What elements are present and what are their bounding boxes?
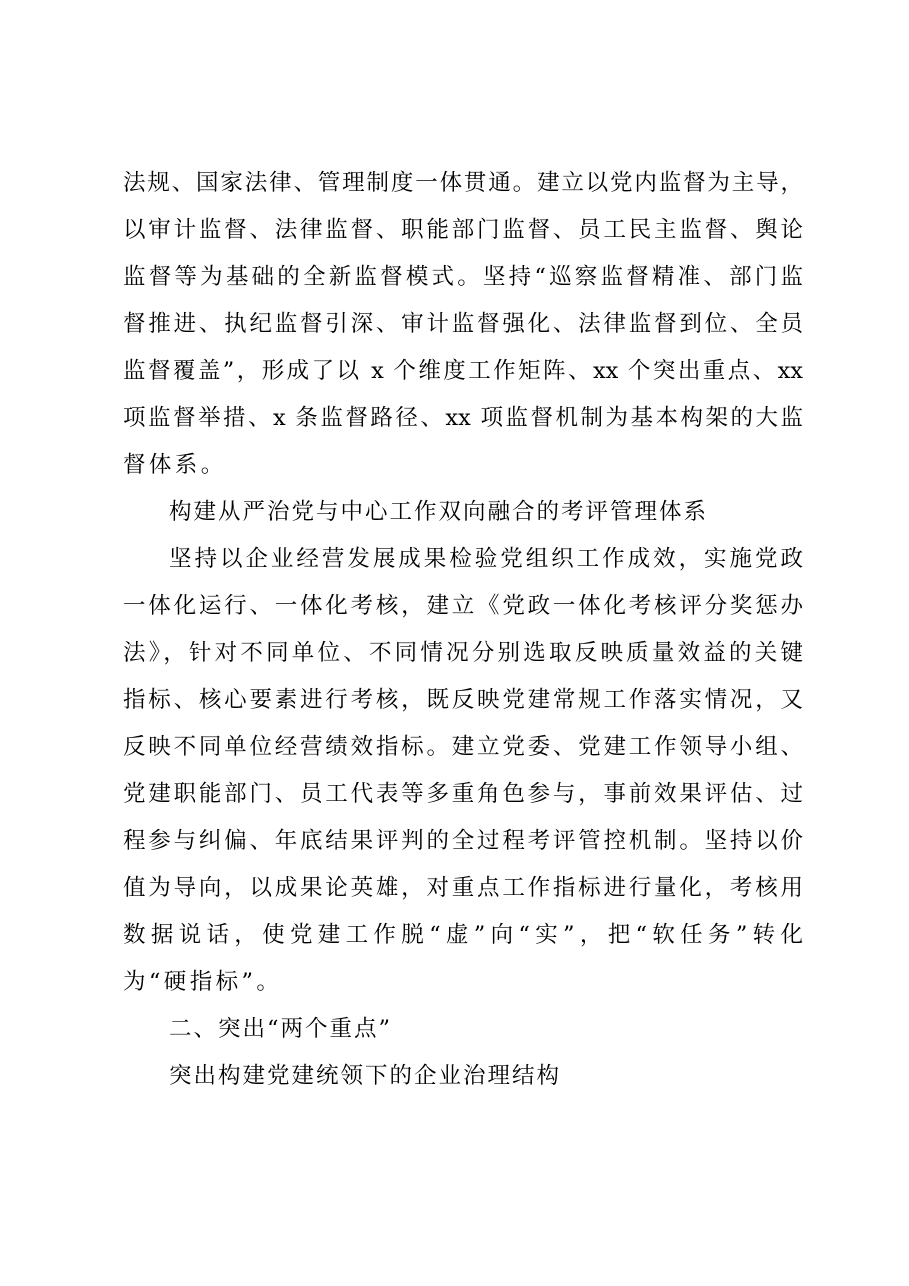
- paragraph-line: 一体化运行、一体化考核，建立《党政一体化考核评分奖惩办: [123, 593, 803, 619]
- document-body: [123, 160, 803, 1100]
- paragraph-line: 党建职能部门、员工代表等多重角色参与，事前效果评估、过: [123, 781, 803, 807]
- paragraph-line: 值为导向，以成果论英雄，对重点工作指标进行量化，考核用: [123, 875, 803, 901]
- subsection-heading: 突出构建党建统领下的企业治理结构: [169, 1063, 562, 1089]
- section-heading: 构建从严治党与中心工作双向融合的考评管理体系: [169, 499, 709, 525]
- paragraph-line: 法规、国家法律、管理制度一体贯通。建立以党内监督为主导，: [123, 170, 803, 196]
- paragraph-line: 法》，针对不同单位、不同情况分别选取反映质量效益的关键: [123, 640, 803, 666]
- paragraph-line: 以审计监督、法律监督、职能部门监督、员工民主监督、舆论: [123, 217, 803, 243]
- paragraph-line: 督体系。: [123, 452, 227, 478]
- section-heading: 二、突出“两个重点”: [169, 1016, 393, 1042]
- paragraph-line: 指标、核心要素进行考核，既反映党建常规工作落实情况，又: [123, 687, 803, 713]
- paragraph-line: 数据说话，使党建工作脱“虚”向“实”，把“软任务”转化: [123, 922, 803, 948]
- paragraph-line: 程参与纠偏、年底结果评判的全过程考评管控机制。坚持以价: [123, 828, 803, 854]
- paragraph-line: 监督等为基础的全新监督模式。坚持“巡察监督精准、部门监: [123, 264, 803, 290]
- paragraph-line: 监督覆盖”，形成了以 x 个维度工作矩阵、xx 个突出重点、xx: [123, 358, 803, 384]
- paragraph-line: 督推进、执纪监督引深、审计监督强化、法律监督到位、全员: [123, 311, 803, 337]
- paragraph-line: 反映不同单位经营绩效指标。建立党委、党建工作领导小组、: [123, 734, 803, 760]
- paragraph-line: 坚持以企业经营发展成果检验党组织工作成效，实施党政: [169, 546, 803, 572]
- paragraph-line: 为“硬指标”。: [123, 969, 283, 995]
- paragraph-line: 项监督举措、x 条监督路径、xx 项监督机制为基本构架的大监: [123, 405, 803, 431]
